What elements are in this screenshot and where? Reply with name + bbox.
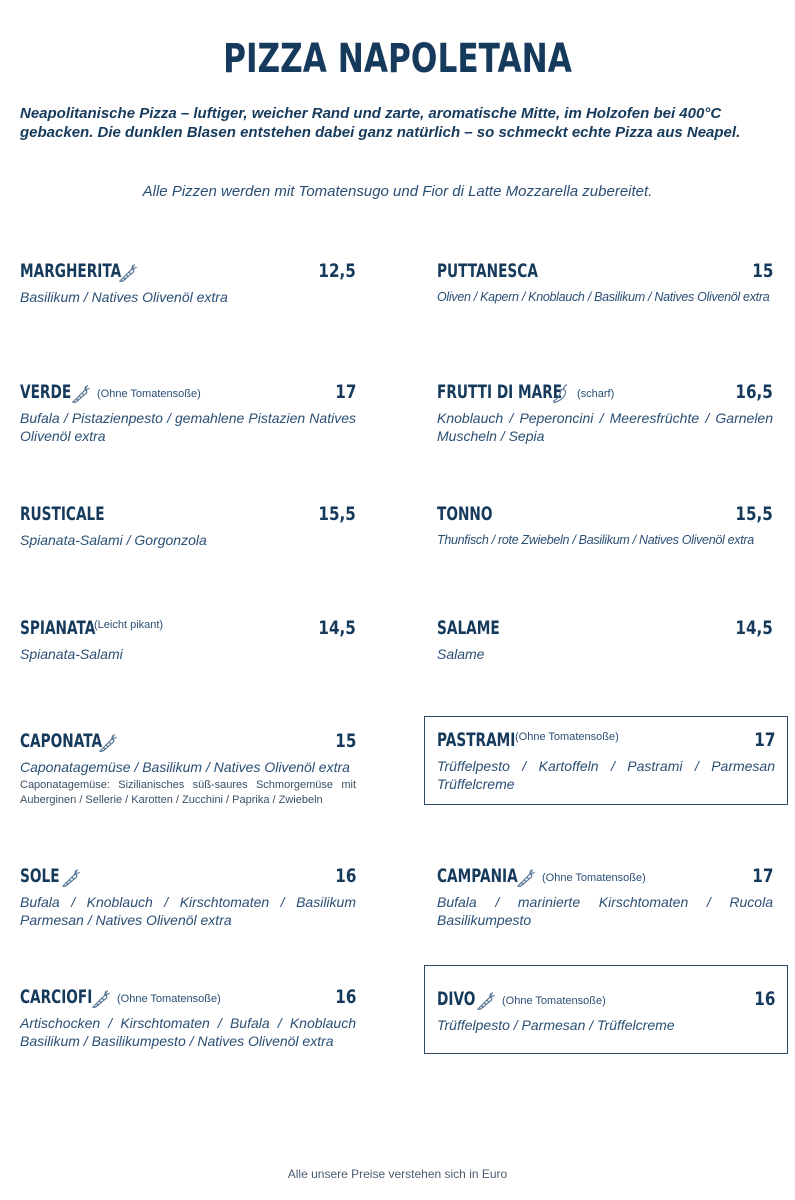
item-description: Spianata-Salami / Gorgonzola bbox=[20, 532, 207, 548]
item-description: Salame bbox=[437, 646, 485, 662]
item-price: 16 bbox=[753, 988, 775, 1010]
item-price: 14,5 bbox=[318, 617, 356, 639]
menu-item-puttanesca bbox=[437, 260, 773, 306]
item-name: CARCIOFI bbox=[20, 986, 93, 1008]
item-description: Spianata-Salami bbox=[20, 646, 123, 662]
item-tag: (scharf) bbox=[577, 388, 615, 400]
carrot-icon bbox=[97, 732, 119, 754]
item-tag: (Ohne Tomatensoße) bbox=[542, 872, 646, 884]
price-footer-note: Alle unsere Preise verstehen sich in Euro bbox=[287, 1167, 508, 1181]
item-tag: (Ohne Tomatensoße) bbox=[515, 731, 619, 743]
item-price: 17 bbox=[334, 381, 356, 403]
item-name: TONNO bbox=[437, 503, 493, 525]
item-description: Trüffelpesto / Kartoffeln / Pastrami / Parmesan Trüffelcreme bbox=[437, 758, 775, 792]
menu-item-campania bbox=[437, 865, 773, 929]
item-tag: (Ohne Tomatensoße) bbox=[117, 993, 221, 1005]
item-description: Bufala / Knoblauch / Kirschtomaten / Basilikum Parmesan / Natives Olivenöl extra bbox=[20, 894, 356, 928]
item-description: Trüffelpesto / Parmesan / Trüffelcreme bbox=[437, 1017, 675, 1033]
menu-item-verde bbox=[20, 381, 356, 445]
item-name: RUSTICALE bbox=[20, 503, 105, 525]
menu-item-caponata bbox=[20, 730, 356, 808]
item-name: SALAME bbox=[437, 617, 500, 639]
item-tag: (Ohne Tomatensoße) bbox=[502, 995, 606, 1007]
menu-item-rusticale bbox=[20, 503, 356, 549]
item-price: 17 bbox=[751, 865, 773, 887]
item-description: Basilikum / Natives Olivenöl extra bbox=[20, 289, 228, 305]
item-name: MARGHERITA bbox=[20, 260, 122, 282]
item-description: Artischocken / Kirschtomaten / Bufala / Knoblauch Basilikum / Basilikumpesto / Natives Olivenöl extra bbox=[20, 1015, 356, 1049]
item-price: 17 bbox=[753, 729, 775, 751]
item-price: 12,5 bbox=[318, 260, 356, 282]
item-subnote: Caponatagemüse: Sizilianisches süß-saures Schmorgemüse mit Auberginen / Sellerie / Karotten / Zucchini / Paprika / Zwiebeln bbox=[20, 779, 356, 806]
carrot-icon bbox=[90, 988, 112, 1010]
item-price: 15,5 bbox=[318, 503, 356, 525]
chili-pepper-icon bbox=[550, 383, 572, 405]
carrot-icon bbox=[60, 867, 82, 889]
item-price: 15 bbox=[334, 730, 356, 752]
item-description: Knoblauch / Peperoncini / Meeresfrüchte / Garnelen Muscheln / Sepia bbox=[437, 410, 773, 444]
menu-item-spianata bbox=[20, 617, 356, 663]
item-tag: (Leicht pikant) bbox=[94, 619, 164, 631]
item-price: 16 bbox=[334, 986, 356, 1008]
item-price: 16,5 bbox=[735, 381, 773, 403]
menu-item-divo bbox=[424, 965, 788, 1054]
menu-item-frutti-di-mare bbox=[437, 381, 773, 445]
preparation-note: Alle Pizzen werden mit Tomatensugo und Fior di Latte Mozzarella zubereitet. bbox=[142, 183, 653, 200]
item-name: FRUTTI DI MARE bbox=[437, 381, 563, 403]
item-tag: (Ohne Tomatensoße) bbox=[97, 388, 201, 400]
carrot-icon bbox=[475, 990, 497, 1012]
item-price: 15,5 bbox=[735, 503, 773, 525]
carrot-icon bbox=[117, 262, 139, 284]
item-description: Caponatagemüse / Basilikum / Natives Olivenöl extra bbox=[20, 759, 350, 775]
item-name: PASTRAMI bbox=[437, 729, 516, 751]
item-price: 16 bbox=[334, 865, 356, 887]
item-price: 14,5 bbox=[735, 617, 773, 639]
item-name: SPIANATA bbox=[20, 617, 96, 639]
menu-item-pastrami bbox=[424, 716, 788, 805]
item-price: 15 bbox=[751, 260, 773, 282]
page-title: PIZZA NAPOLETANA bbox=[223, 36, 572, 82]
item-description: Bufala / marinierte Kirschtomaten / Rucola Basilikumpesto bbox=[437, 894, 773, 928]
menu-item-carciofi bbox=[20, 986, 356, 1050]
menu-item-sole bbox=[20, 865, 356, 929]
item-description: Bufala / Pistazienpesto / gemahlene Pistazien Natives Olivenöl extra bbox=[20, 410, 356, 444]
item-name: SOLE bbox=[20, 865, 60, 887]
item-description: Oliven / Kapern / Knoblauch / Basilikum / Natives Olivenöl extra bbox=[437, 290, 770, 304]
item-description: Thunfisch / rote Zwiebeln / Basilikum / Natives Olivenöl extra bbox=[437, 533, 754, 547]
item-name: VERDE bbox=[20, 381, 72, 403]
item-name: CAMPANIA bbox=[437, 865, 518, 887]
carrot-icon bbox=[515, 867, 537, 889]
menu-item-tonno bbox=[437, 503, 773, 549]
item-name: DIVO bbox=[437, 988, 476, 1010]
carrot-icon bbox=[70, 383, 92, 405]
item-name: PUTTANESCA bbox=[437, 260, 538, 282]
menu-item-margherita bbox=[20, 260, 356, 306]
intro-text: Neapolitanische Pizza – luftiger, weicher Rand und zarte, aromatische Mitte, im Holzofen bei 400°C gebacken. Die dunklen Blasen entstehen dabei ganz natürlich – so schmeckt echte Pizza aus Neapel. bbox=[20, 105, 741, 141]
item-name: CAPONATA bbox=[20, 730, 103, 752]
menu-item-salame bbox=[437, 617, 773, 663]
